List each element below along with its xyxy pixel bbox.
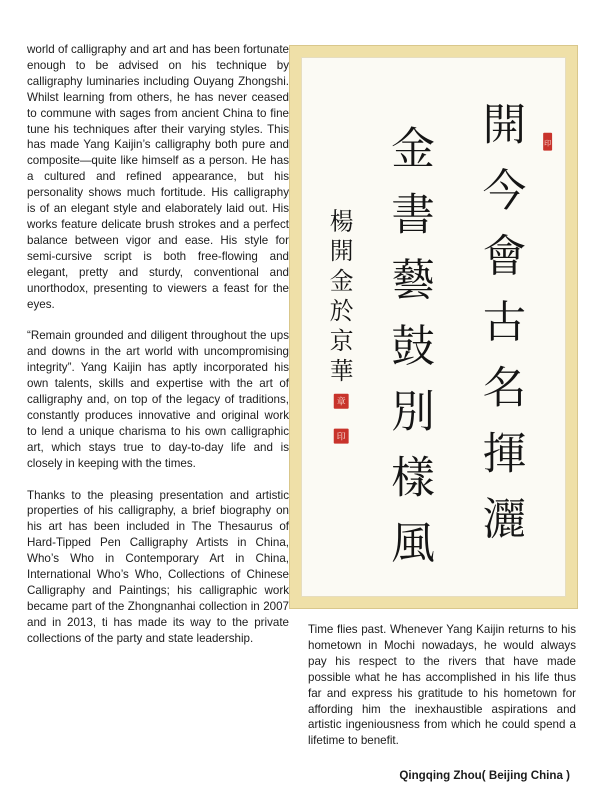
right-column [308, 622, 576, 749]
glyph: 京 [329, 326, 354, 355]
glyph: 會 [482, 231, 527, 283]
calligraphy-artwork [302, 58, 565, 596]
glyph: 開 [482, 99, 527, 151]
paragraph-biography-collections: Thanks to the pleasing presentation and artistic properties of his calligraphy, a brief biography on his art has been included in The Thesaurus of Hard-Tipped Pen Calligraphy Artists in China, Who’s Who in Contemporary Art in China, International Who’s Who, Collections of Chinese Calligraphy and Paintings; his calligraphic work became part of the Zhongnanhai collection in 2007 and in 2013, ti has made its way to the private collections of the party and state leadership. [27, 488, 289, 645]
glyph: 金 [391, 123, 435, 175]
glyph: 藝 [391, 255, 435, 307]
paragraph-hometown: Time flies past. Whenever Yang Kaijin returns to his hometown in Mochi nowadays, he would always pay his respect to the rivers that have made possible what he has accomplished in his life thus far and express his gratitude to his hometown for affording him the inexhaustible aspirations and artistic ingeniousness from which he could spend a lifetime to benefit. [308, 623, 576, 748]
left-column [27, 42, 289, 663]
paragraph-integrity-quote: “Remain grounded and diligent throughout the ups and downs in the art world with uncompromising integrity”. Yang Kaijin has aptly incorporated his own talents, skills and expertise with the art of calligraphy and, on top of the legacy of traditions, constantly produces innovative and original work to lend a unique charisma to his own calligraphic art, which stays true to day-to-day life and is closely in keeping with the times. [27, 329, 289, 470]
calligraphy-paper [301, 57, 566, 597]
glyph: 於 [329, 296, 354, 326]
glyph: 鼓 [391, 320, 435, 372]
glyph: 華 [329, 356, 354, 385]
glyph: 金 [329, 267, 354, 296]
glyph: 樣 [391, 452, 435, 504]
seal-square-1 [334, 394, 349, 409]
glyph: 書 [391, 189, 435, 241]
calligraphy-artwork-frame [289, 45, 578, 609]
glyph: 古 [482, 296, 527, 348]
glyph: 楊 [329, 207, 354, 236]
calligraphy-column-1 [483, 100, 527, 546]
svg-text:印: 印 [336, 432, 346, 443]
paragraph-calligraphy-style: world of calligraphy and art and has been fortunate enough to be advised on his technique by calligraphy luminaries including Ouyang Zhongshi. Whilst learning from others, he has never ceased to commune with sages from ancient China to fine tune his techniques after their varying styles. This has made Yang Kaijin’s calligraphy both pure and composite—quite like himself as a person. He has a cultured and refined appearance, but his personality shows much fortitude. His calligraphy is of an elegant style and elaborately laid out. His works feature delicate brush strokes and a perfect balance between vigor and ease. His style for semi-cursive script is both free-flowing and elegant, pretty and sturdy, conventional and unorthodox, presenting to viewers a feast for the eyes. [27, 43, 289, 311]
glyph: 名 [482, 362, 527, 414]
calligraphy-column-2 [391, 124, 435, 570]
glyph: 今 [482, 165, 527, 217]
author-signature: Qingqing Zhou( Beijing China ) [399, 769, 570, 782]
glyph: 開 [329, 237, 354, 266]
seal-top-right [543, 133, 552, 151]
svg-text:印: 印 [544, 139, 552, 148]
glyph: 風 [391, 518, 435, 570]
glyph: 灑 [482, 494, 527, 546]
glyph: 別 [391, 386, 435, 438]
svg-text:章: 章 [336, 397, 346, 408]
calligraphy-inscription [330, 207, 354, 384]
seal-square-2 [334, 429, 349, 444]
glyph: 揮 [482, 428, 527, 480]
